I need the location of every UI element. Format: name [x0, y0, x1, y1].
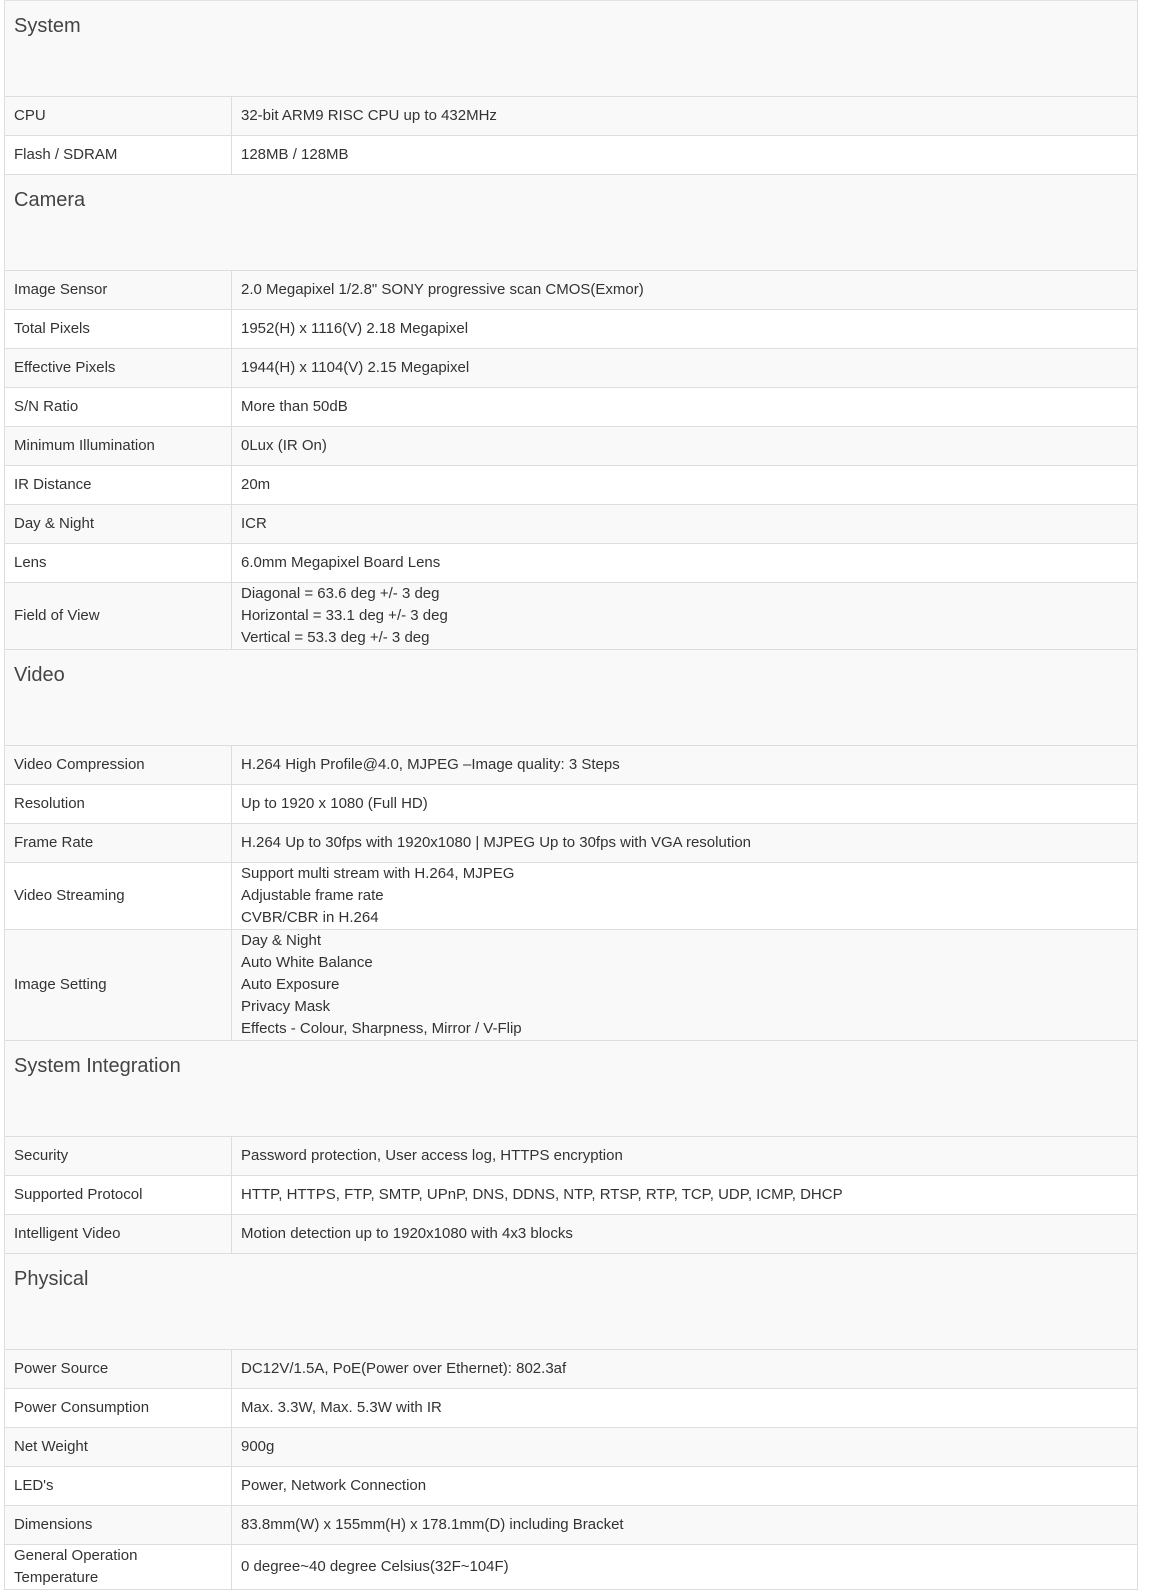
spec-value-line: 2.0 Megapixel 1/2.8" SONY progressive scan CMOS(Exmor) [241, 281, 644, 298]
spec-value [232, 136, 1138, 175]
spec-label: Power Source [5, 1350, 232, 1389]
spec-value-line: 83.8mm(W) x 155mm(H) x 178.1mm(D) including Bracket [241, 1516, 624, 1533]
spec-value [232, 1545, 1138, 1590]
spec-label: Effective Pixels [5, 349, 232, 388]
spec-value [232, 466, 1138, 505]
spec-value-line: Auto Exposure [241, 976, 340, 993]
spec-value [232, 427, 1138, 466]
spec-label: IR Distance [5, 466, 232, 505]
spec-row [5, 583, 1138, 650]
spec-value [232, 863, 1138, 930]
spec-value-line: 32-bit ARM9 RISC CPU up to 432MHz [241, 107, 497, 124]
spec-label: Resolution [5, 785, 232, 824]
spec-label: Net Weight [5, 1428, 232, 1467]
spec-label: General Operation Temperature [5, 1545, 232, 1590]
spec-row [5, 746, 1138, 785]
spec-label: Lens [5, 544, 232, 583]
spec-label: Video Compression [5, 746, 232, 785]
spec-row [5, 863, 1138, 930]
spec-row [5, 544, 1138, 583]
spec-row [5, 427, 1138, 466]
spec-value [232, 505, 1138, 544]
section-title: Video [5, 650, 1138, 746]
spec-table-body [5, 1, 1138, 1590]
spec-value [232, 1215, 1138, 1254]
spec-value-line: Max. 3.3W, Max. 5.3W with IR [241, 1399, 442, 1416]
spec-value-line: Power, Network Connection [241, 1477, 427, 1494]
spec-row [5, 1545, 1138, 1590]
spec-row [5, 466, 1138, 505]
spec-label: Frame Rate [5, 824, 232, 863]
spec-value-line: More than 50dB [241, 398, 348, 415]
spec-value-line: ICR [241, 515, 267, 532]
spec-row [5, 136, 1138, 175]
spec-label: Security [5, 1137, 232, 1176]
spec-row [5, 349, 1138, 388]
section-title: System Integration [5, 1041, 1138, 1137]
spec-value-line: 1944(H) x 1104(V) 2.15 Megapixel [241, 359, 470, 376]
spec-value [232, 1506, 1138, 1545]
spec-value-line: 128MB / 128MB [241, 146, 349, 163]
spec-value [232, 97, 1138, 136]
spec-value [232, 1428, 1138, 1467]
spec-label: Minimum Illumination [5, 427, 232, 466]
spec-value [232, 310, 1138, 349]
spec-row [5, 1467, 1138, 1506]
spec-value-line: Horizontal = 33.1 deg +/- 3 deg [241, 607, 448, 624]
spec-row [5, 1176, 1138, 1215]
spec-row [5, 97, 1138, 136]
spec-row [5, 1389, 1138, 1428]
spec-value [232, 785, 1138, 824]
section-header-row [5, 1041, 1138, 1137]
spec-value [232, 1389, 1138, 1428]
spec-value [232, 1467, 1138, 1506]
spec-value-line: Diagonal = 63.6 deg +/- 3 deg [241, 585, 440, 602]
spec-value [232, 271, 1138, 310]
spec-row [5, 930, 1138, 1041]
spec-value-line: Effects - Colour, Sharpness, Mirror / V-Flip [241, 1020, 522, 1037]
section-header-row [5, 650, 1138, 746]
spec-value-line: Up to 1920 x 1080 (Full HD) [241, 795, 428, 812]
spec-label: Power Consumption [5, 1389, 232, 1428]
spec-value-line: DC12V/1.5A, PoE(Power over Ethernet): 802.3af [241, 1360, 567, 1377]
spec-value [232, 349, 1138, 388]
section-header-row [5, 1254, 1138, 1350]
spec-value-line: Day & Night [241, 932, 322, 949]
spec-value-line: 0Lux (IR On) [241, 437, 327, 454]
spec-row [5, 271, 1138, 310]
spec-label: Image Sensor [5, 271, 232, 310]
spec-value [232, 388, 1138, 427]
spec-value-line: 20m [241, 476, 271, 493]
spec-value-line: 6.0mm Megapixel Board Lens [241, 554, 441, 571]
section-header-row [5, 175, 1138, 271]
spec-label: Intelligent Video [5, 1215, 232, 1254]
section-title: Physical [5, 1254, 1138, 1350]
spec-table [4, 0, 1138, 1590]
section-title: System [5, 1, 1138, 97]
spec-label: Day & Night [5, 505, 232, 544]
spec-value-line: Support multi stream with H.264, MJPEG [241, 865, 515, 882]
spec-row [5, 310, 1138, 349]
spec-row [5, 824, 1138, 863]
spec-label: LED's [5, 1467, 232, 1506]
spec-row [5, 1350, 1138, 1389]
spec-label: Field of View [5, 583, 232, 650]
spec-label: Total Pixels [5, 310, 232, 349]
spec-value [232, 544, 1138, 583]
spec-value-line: Vertical = 53.3 deg +/- 3 deg [241, 629, 430, 646]
section-header-row [5, 1, 1138, 97]
spec-value [232, 1176, 1138, 1215]
spec-value [232, 930, 1138, 1041]
spec-value [232, 583, 1138, 650]
spec-value [232, 1137, 1138, 1176]
spec-row [5, 505, 1138, 544]
spec-value-line: Auto White Balance [241, 954, 373, 971]
spec-label: Supported Protocol [5, 1176, 232, 1215]
spec-label: S/N Ratio [5, 388, 232, 427]
spec-row [5, 1506, 1138, 1545]
spec-row [5, 785, 1138, 824]
spec-value-line: Password protection, User access log, HTTPS encryption [241, 1147, 623, 1164]
spec-value [232, 746, 1138, 785]
spec-value-line: Privacy Mask [241, 998, 331, 1015]
spec-row [5, 388, 1138, 427]
spec-value-line: H.264 High Profile@4.0, MJPEG –Image quality: 3 Steps [241, 756, 620, 773]
spec-label: Dimensions [5, 1506, 232, 1545]
spec-value [232, 824, 1138, 863]
section-title: Camera [5, 175, 1138, 271]
spec-value-line: 900g [241, 1438, 275, 1455]
spec-label: Image Setting [5, 930, 232, 1041]
spec-label: CPU [5, 97, 232, 136]
spec-row [5, 1428, 1138, 1467]
spec-value-line: CVBR/CBR in H.264 [241, 909, 379, 926]
spec-value-line: HTTP, HTTPS, FTP, SMTP, UPnP, DNS, DDNS, NTP, RTSP, RTP, TCP, UDP, ICMP, DHCP [241, 1186, 843, 1203]
spec-label: Video Streaming [5, 863, 232, 930]
spec-value-line: 1952(H) x 1116(V) 2.18 Megapixel [241, 320, 469, 337]
spec-value-line: H.264 Up to 30fps with 1920x1080 | MJPEG Up to 30fps with VGA resolution [241, 834, 752, 851]
spec-label: Flash / SDRAM [5, 136, 232, 175]
spec-value [232, 1350, 1138, 1389]
spec-row [5, 1215, 1138, 1254]
spec-row [5, 1137, 1138, 1176]
spec-value-line: Motion detection up to 1920x1080 with 4x3 blocks [241, 1225, 573, 1242]
spec-value-line: 0 degree~40 degree Celsius(32F~104F) [241, 1558, 509, 1575]
spec-value-line: Adjustable frame rate [241, 887, 384, 904]
